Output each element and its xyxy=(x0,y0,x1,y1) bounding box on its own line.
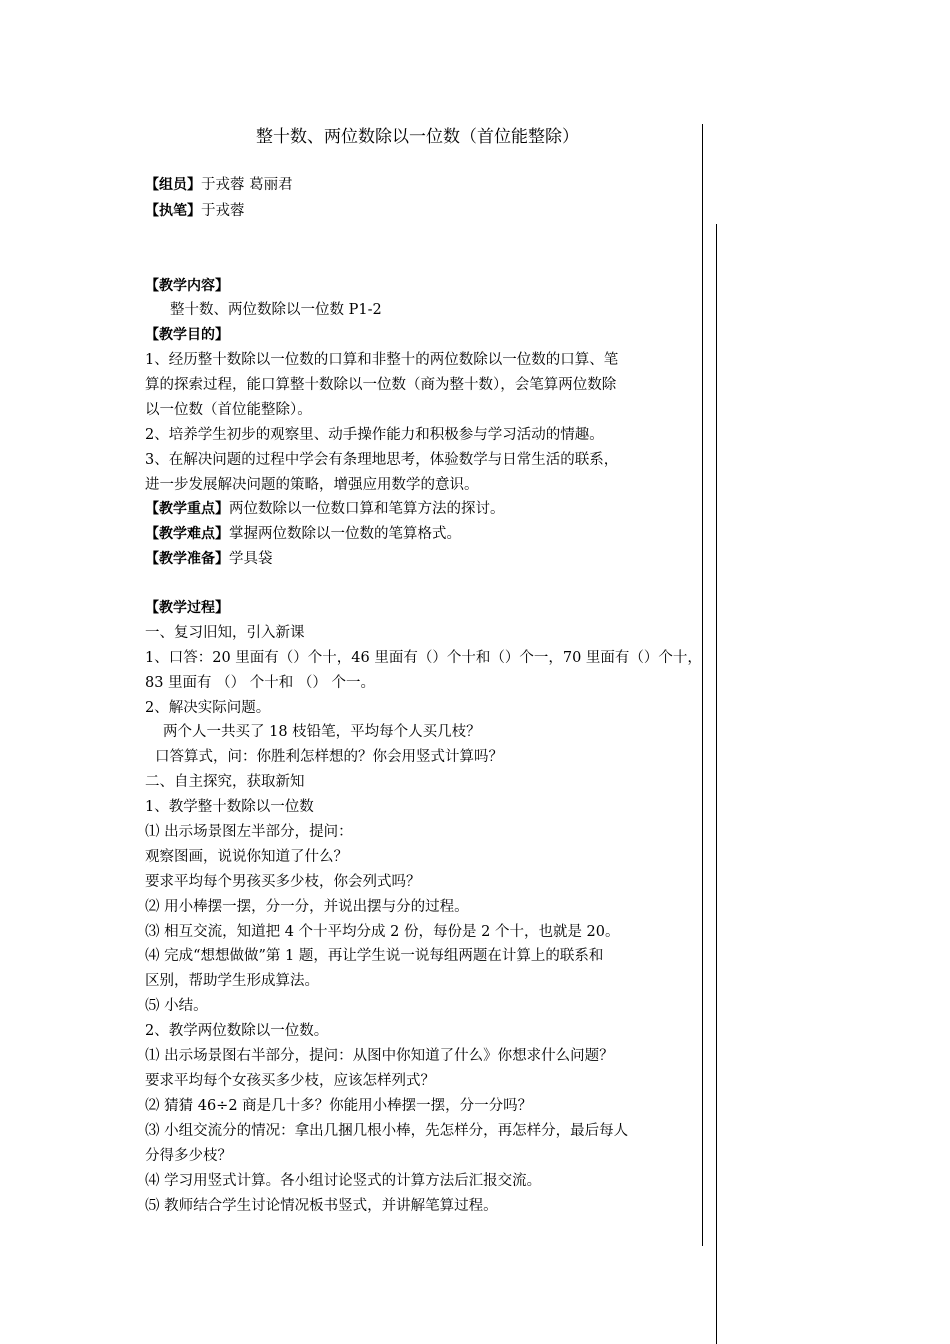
difficulty-text: 掌握两位数除以一位数的笔算格式。 xyxy=(229,526,461,542)
page-title: 整十数、两位数除以一位数（首位能整除） xyxy=(256,127,579,147)
process-line: ⑷ 学习用竖式计算。各小组讨论竖式的计算方法后汇报交流。 xyxy=(145,1173,542,1189)
goal-line: 3、在解决问题的过程中学会有条理地思考，体验数学与日常生活的联系， xyxy=(145,452,619,468)
process-line: ⑸ 教师结合学生讨论情况板书竖式，并讲解笔算过程。 xyxy=(145,1198,498,1214)
process-line: 1、教学整十数除以一位数 xyxy=(145,799,314,815)
process-line: 1、口答：20 里面有（）个十，46 里面有（）个十和（）个一，70 里面有（）个十， xyxy=(145,650,702,666)
process-line: ⑴ 出示场景图右半部分，提问：从图中你知道了什么》你想求什么问题？ xyxy=(145,1048,614,1064)
process-line: ⑶ 相互交流，知道把 4 个十平均分成 2 份，每份是 2 个十，也就是 20。 xyxy=(145,924,620,940)
members-tag: 【组员】 xyxy=(145,177,201,193)
content-heading xyxy=(145,275,229,297)
process-line: 要求平均每个女孩买多少枝，应该怎样列式？ xyxy=(145,1073,435,1089)
goal-line: 2、培养学生初步的观察里、动手操作能力和积极参与学习活动的情趣。 xyxy=(145,427,604,443)
process-line: 观察图画，说说你知道了什么？ xyxy=(145,849,348,865)
members-line xyxy=(145,174,293,196)
preparation-line xyxy=(145,548,273,570)
process-line: 二、自主探究，获取新知 xyxy=(145,774,305,790)
process-line: 分得多少枝？ xyxy=(145,1148,232,1164)
vertical-rule xyxy=(716,224,717,1344)
process-line: ⑷ 完成“想想做做”第 1 题，再让学生说一说每组两题在计算上的联系和 xyxy=(145,948,604,964)
writer-tag: 【执笔】 xyxy=(145,203,201,219)
process-line: 2、教学两位数除以一位数。 xyxy=(145,1023,329,1039)
goals-heading xyxy=(145,324,229,346)
process-line: ⑵ 用小棒摆一摆，分一分，并说出摆与分的过程。 xyxy=(145,899,469,915)
process-tag: 【教学过程】 xyxy=(145,600,229,616)
goal-line: 算的探索过程，能口算整十数除以一位数（商为整十数），会笔算两位数除 xyxy=(145,377,617,393)
preparation-tag: 【教学准备】 xyxy=(145,551,229,567)
difficulty-line xyxy=(145,523,461,545)
preparation-text: 学具袋 xyxy=(229,551,273,567)
process-line: ⑶ 小组交流分的情况：拿出几捆几根小棒，先怎样分，再怎样分，最后每人 xyxy=(145,1123,629,1139)
process-line: ⑸ 小结。 xyxy=(145,998,208,1014)
vertical-rule xyxy=(702,124,703,1246)
writer-text: 于戎蓉 xyxy=(201,203,245,219)
difficulty-tag: 【教学难点】 xyxy=(145,526,229,542)
process-line: 一、复习旧知，引入新课 xyxy=(145,625,305,641)
content-text: 整十数、两位数除以一位数 P1-2 xyxy=(170,302,382,318)
key-point-line xyxy=(145,498,505,520)
process-line: ⑵ 猜猜 46÷2 商是几十多？你能用小棒摆一摆，分一分吗？ xyxy=(145,1098,533,1114)
process-line: 两个人一共买了 18 枝铅笔，平均每个人买几枝？ xyxy=(163,724,481,740)
goal-line: 以一位数（首位能整除）。 xyxy=(145,402,312,418)
goal-line: 进一步发展解决问题的策略，增强应用数学的意识。 xyxy=(145,477,479,493)
goal-line: 1、经历整十数除以一位数的口算和非整十的两位数除以一位数的口算、笔 xyxy=(145,352,619,368)
writer-line xyxy=(145,200,245,222)
process-line: 83 里面有 （） 个十和 （） 个一。 xyxy=(145,675,375,691)
members-text: 于戎蓉 葛丽君 xyxy=(201,177,293,193)
content-tag: 【教学内容】 xyxy=(145,278,229,294)
process-line: ⑴ 出示场景图左半部分，提问： xyxy=(145,824,353,840)
process-line: 2、解决实际问题。 xyxy=(145,700,271,716)
goals-tag: 【教学目的】 xyxy=(145,327,229,343)
process-heading xyxy=(145,597,229,619)
process-line: 口答算式，问：你胜利怎样想的？你会用竖式计算吗？ xyxy=(155,749,503,765)
process-line: 区别，帮助学生形成算法。 xyxy=(145,973,319,989)
key-point-text: 两位数除以一位数口算和笔算方法的探讨。 xyxy=(229,501,505,517)
key-point-tag: 【教学重点】 xyxy=(145,501,229,517)
process-line: 要求平均每个男孩买多少枝，你会列式吗？ xyxy=(145,874,421,890)
